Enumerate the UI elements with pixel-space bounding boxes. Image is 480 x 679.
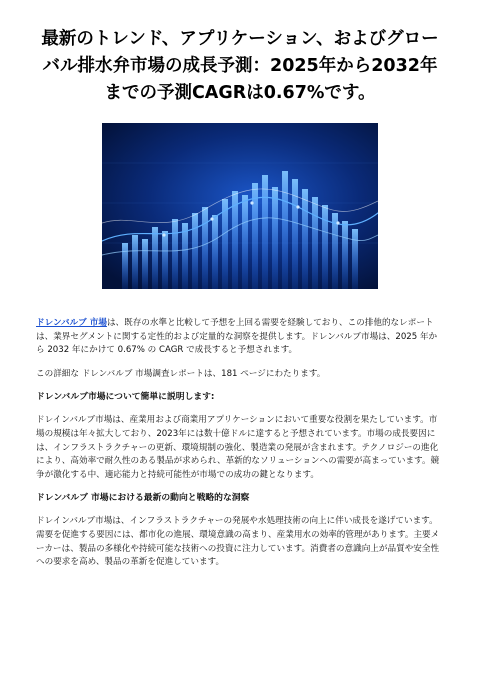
- intro-paragraph: [36, 317, 444, 358]
- section2-body: ドレインバルブ市場は、インフラストラクチャーの発展や水処理技術の向上に伴い成長を遂げています。需要を促進する要因には、都市化の進展、環境意識の高まり、産業用水の効率的管理があります。主要メーカーは、製品の多様化や持続可能な技術への投資に注力しています。消費者の意識向上が品質や安全性への要求を高め、製品の革新を促進しています。: [36, 516, 440, 568]
- report-pages-text: この詳細な ドレンバルブ 市場調査レポートは、181 ページにわたります。: [36, 368, 326, 379]
- page-title: 最新のトレンド、アプリケーション、およびグローバル排水弁市場の成長予測：2025年から2032年までの予測CAGRは0.67%です。: [41, 29, 439, 103]
- section1-body: ドレインバルブ市場は、産業用および商業用アプリケーションにおいて重要な役割を果たしています。市場の規模は年々拡大しており、2023年には数十億ドルに達すると予想されています。市場の成長要因には、インフラストラクチャーの更新、環境規制の強化、製造業の発展が含まれます。テクノロジーの進化により、高効率で耐久性のある製品が求められ、革新的なソリューションへの需要が高まっています。競争が激化する中、適応能力と持続可能性が市場での成功の鍵となります。: [36, 415, 440, 480]
- section1-heading: ドレンバルブ市場について簡単に説明します:: [36, 392, 215, 403]
- intro-text: は、既存の水準と比較して予想を上回る需要を経験しており、この排他的なレポートは、業界セグメントに関する定性的および定量的な洞察を提供します。ドレンバルブ市場は、2025 年から 2032 年にかけて 0.67% の CAGR で成長すると予想されます。: [36, 318, 438, 356]
- market-link[interactable]: ドレンバルブ 市場: [36, 318, 107, 328]
- hero-chart-image: [102, 123, 378, 289]
- section2-heading: ドレンバルブ 市場における最新の動向と戦略的な洞察: [36, 493, 250, 504]
